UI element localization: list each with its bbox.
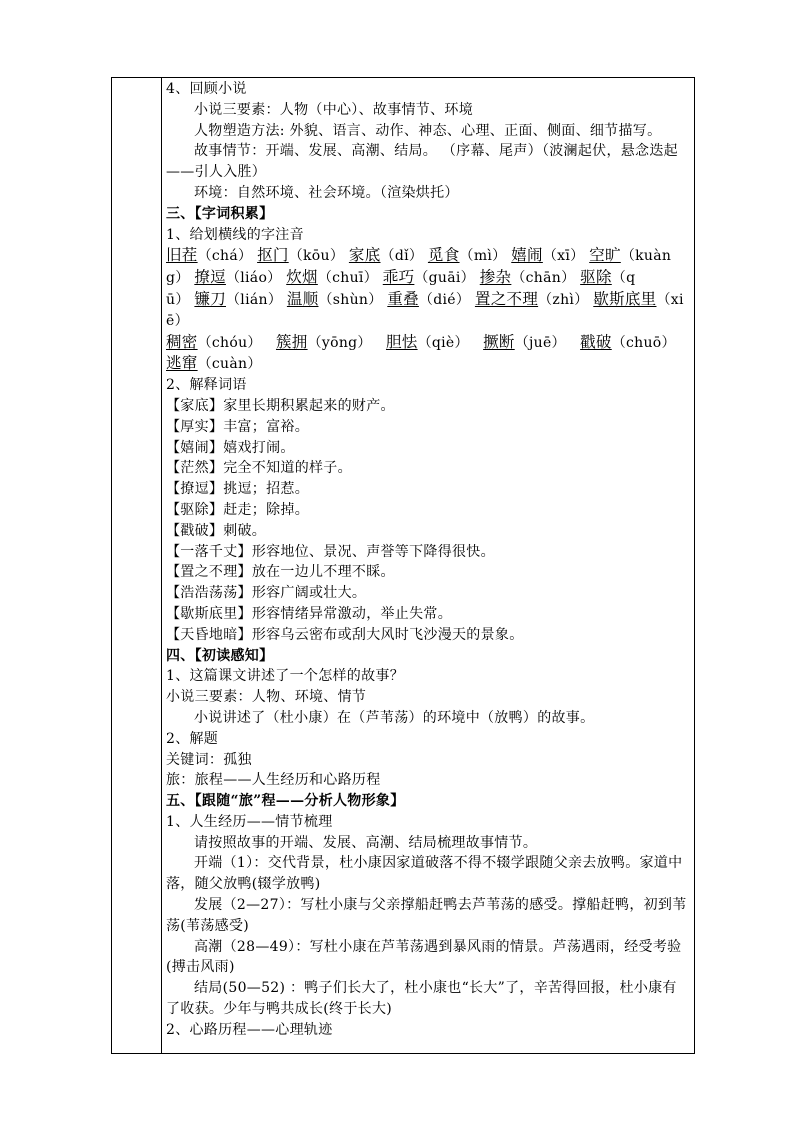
definition-text: 形容地位、景况、声誉等下降得很快。: [251, 543, 495, 560]
definition-term: 【茫然】: [166, 460, 224, 477]
review-methods: 人物塑造方法: 外貌、语言、动作、神态、心理、正面、侧面、细节描写。: [194, 122, 662, 139]
definition-term: 【撩逗】: [166, 481, 224, 498]
definition-list: [166, 396, 690, 646]
review-title: 4、回顾小说: [166, 81, 247, 97]
pinyin-reading: （chuī）: [317, 270, 378, 287]
pinyin-word: 嬉闹: [511, 246, 543, 265]
pinyin-item: [166, 248, 252, 264]
pinyin-word: 驱除: [580, 268, 612, 287]
definition-text: 丰富；富裕。: [223, 418, 310, 435]
definition-text: 形容乌云密布或刮大风时飞沙漫天的景象。: [251, 626, 524, 643]
lesson-table: [111, 77, 695, 1054]
pinyin-item: [480, 270, 576, 286]
pinyin-item: [511, 248, 584, 264]
pinyin-reading: （mì）: [459, 248, 507, 265]
definition-text: 嬉戏打闹。: [223, 439, 295, 456]
first-reading-heading: 四、【初读感知】: [166, 647, 274, 664]
pinyin-word: 温顺: [286, 289, 319, 308]
definition-item: [166, 500, 690, 521]
definition-item: [166, 396, 690, 417]
pinyin-item: [387, 289, 471, 308]
definition-text: 形容广阔或壮大。: [251, 585, 367, 602]
pinyin-item: [589, 248, 671, 264]
definition-term: 【家底】: [166, 397, 224, 414]
pinyin-item: [166, 270, 190, 286]
pinyin-reading: （dié）: [418, 291, 471, 308]
question-1-elements: 小说三要素：人物、环境、情节: [166, 689, 367, 706]
definition-term: 【置之不理】: [166, 564, 252, 581]
pinyin-row: [166, 353, 690, 375]
pinyin-reading: （chá）: [197, 248, 253, 265]
pinyin-title: 1、给划横线的字注音: [166, 226, 304, 243]
pinyin-row: [166, 245, 690, 267]
heart-journey-title: 2、心路历程——心理轨迹: [166, 1021, 333, 1038]
pinyin-reading: （yōng）: [307, 334, 372, 351]
follow-journey-heading: 五、【跟随“旅”程——分析人物形象】: [166, 793, 405, 810]
pinyin-item: [483, 332, 566, 351]
definition-text: 赶走；除掉。: [223, 501, 310, 518]
experience-title: 1、人生经历——情节梳理: [166, 813, 333, 830]
pinyin-reading: （zhì）: [538, 291, 589, 308]
pinyin-word: 觅食: [427, 246, 460, 265]
pinyin-item: [385, 332, 469, 351]
pinyin-item: [593, 289, 684, 308]
pinyin-word: 戳破: [580, 332, 612, 351]
table-content-cell: [166, 79, 690, 1041]
pinyin-reading: （liáo）: [225, 270, 282, 287]
pinyin-row: [166, 332, 690, 354]
definition-text: 挑逗；招惹。: [223, 481, 310, 498]
pinyin-reading: （shùn）: [318, 291, 383, 308]
pinyin-reading: （juē）: [514, 334, 566, 351]
definition-term: 【天昏地暗】: [166, 626, 252, 643]
definition-term: 【嬉闹】: [166, 439, 224, 456]
pinyin-item: [166, 313, 189, 329]
keyword-line: 关键词：孤独: [166, 751, 252, 768]
pinyin-reading: （chóu）: [197, 334, 262, 351]
pinyin-word: 掺杂: [479, 268, 512, 287]
journey-line: 旅：旅程——人生经历和心路历程: [166, 772, 381, 789]
definition-term: 【歇斯底里】: [166, 605, 252, 622]
definition-item: [166, 479, 690, 500]
pinyin-reading: （q: [611, 270, 636, 287]
pinyin-word: 旧茬: [166, 246, 198, 265]
definition-item: [166, 625, 690, 646]
pinyin-item: [428, 248, 507, 264]
pinyin-word: 簇拥: [275, 332, 308, 351]
table-left-column: [112, 78, 162, 1053]
definition-text: 刺破。: [223, 522, 267, 539]
pinyin-word: 撅断: [483, 332, 515, 351]
question-2: 2、解题: [166, 730, 219, 747]
definition-text: 形容情绪异常激动，举止失常。: [251, 605, 453, 622]
pinyin-item: [166, 332, 262, 351]
pinyin-row: [166, 289, 690, 311]
pinyin-reading: ē）: [166, 312, 189, 329]
definition-term: 【厚实】: [166, 418, 224, 435]
definition-text: 家里长期积累起来的财产。: [223, 397, 395, 414]
pinyin-item: [474, 289, 589, 308]
review-plot: 故事情节：开端、发展、高潮、结局。 （序幕、尾声）（波澜起伏，悬念迭起——引人入胜）: [166, 143, 678, 181]
question-1: 1、这篇课文讲述了一个怎样的故事？: [166, 668, 405, 685]
experience-climax: 高潮（28—49）：写杜小康在芦苇荡遇到暴风雨的情景。芦荡遇雨，经受考验(搏击风雨): [166, 938, 682, 976]
review-environment: 环境：自然环境、社会环境。（渲染烘托）: [194, 184, 459, 201]
pinyin-item: [383, 270, 475, 286]
pinyin-word: 胆怯: [385, 332, 418, 351]
review-three-elements: 小说三要素：人物（中心）、故事情节、环境: [194, 101, 473, 118]
pinyin-item: [286, 289, 383, 308]
pinyin-word: 逃窜: [166, 354, 198, 373]
pinyin-item: [166, 292, 190, 308]
pinyin-row: [166, 311, 690, 332]
pinyin-reading: （xī）: [542, 248, 585, 265]
definition-item: [166, 417, 690, 438]
pinyin-word: 空旷: [589, 246, 621, 265]
pinyin-word: 乖巧: [382, 268, 415, 287]
pinyin-item: [580, 270, 635, 286]
pinyin-item: [166, 356, 262, 372]
define-title: 2、解释词语: [166, 377, 247, 394]
experience-develop: 发展（2—27）：写杜小康与父亲撑船赶鸭去芦苇荡的感受。撑船赶鸭，初到苇荡(苇荡感受): [166, 897, 687, 934]
pinyin-reading: g）: [166, 270, 190, 287]
pinyin-reading: （xi: [656, 291, 684, 308]
definition-item: [166, 562, 690, 583]
pinyin-reading: （kuàn: [620, 248, 672, 265]
pinyin-word: 歇斯底里: [593, 289, 657, 308]
definition-item: [166, 583, 690, 604]
pinyin-word: 置之不理: [474, 289, 539, 308]
pinyin-reading: （kōu）: [288, 248, 345, 265]
vocab-heading: 三、【字词积累】: [166, 205, 274, 222]
question-1-answer: 小说讲述了（杜小康）在（芦苇荡）的环境中（放鸭）的故事。: [194, 709, 595, 726]
pinyin-reading: （lián）: [226, 291, 283, 308]
pinyin-item: [275, 332, 372, 351]
definition-item: [166, 458, 690, 479]
definition-item: [166, 542, 690, 563]
pinyin-word: 抠门: [257, 246, 289, 265]
definition-item: [166, 604, 690, 625]
definition-term: 【戳破】: [166, 522, 224, 539]
pinyin-reading: （dǐ）: [380, 248, 424, 265]
pinyin-word: 镰刀: [194, 289, 226, 308]
pinyin-item: [194, 289, 283, 308]
pinyin-word: 撩逗: [194, 268, 226, 287]
pinyin-item: [580, 332, 676, 351]
pinyin-word: 炊烟: [286, 268, 318, 287]
pinyin-reading: （qiè）: [417, 334, 469, 351]
definition-term: 【浩浩荡荡】: [166, 585, 252, 602]
pinyin-word: 家底: [348, 246, 381, 265]
pinyin-reading: （chuō）: [611, 334, 676, 351]
pinyin-row: [166, 267, 690, 289]
definition-item: [166, 521, 690, 542]
pinyin-word: 重叠: [387, 289, 419, 308]
pinyin-reading: （chān）: [511, 270, 576, 287]
pinyin-reading: （cuàn）: [197, 356, 262, 373]
experience-instruction: 请按照故事的开端、发展、高潮、结局梳理故事情节。: [194, 834, 538, 851]
experience-end: 结局(50—52) ：鸭子们长大了，杜小康也“长大”了，辛苦得回报，杜小康有了收获。少年与鸭共成长(终于长大): [166, 980, 677, 1018]
definition-item: [166, 438, 690, 459]
definition-term: 【驱除】: [166, 501, 224, 518]
pinyin-list: [166, 245, 690, 375]
pinyin-item: [194, 270, 281, 286]
pinyin-item: [286, 270, 378, 286]
definition-text: 放在一边儿不理不睬。: [251, 564, 395, 581]
definition-text: 完全不知道的样子。: [223, 460, 352, 477]
experience-start: 开端（1）：交代背景，杜小康因家道破落不得不辍学跟随父亲去放鸭。家道中落，随父放鸭(辍学放鸭): [166, 855, 683, 893]
pinyin-item: [257, 248, 344, 264]
pinyin-reading: （guāi）: [414, 270, 475, 287]
pinyin-item: [349, 248, 423, 264]
definition-term: 【一落千丈】: [166, 543, 252, 560]
pinyin-word: 稠密: [166, 332, 198, 351]
pinyin-reading: ū）: [166, 291, 190, 308]
